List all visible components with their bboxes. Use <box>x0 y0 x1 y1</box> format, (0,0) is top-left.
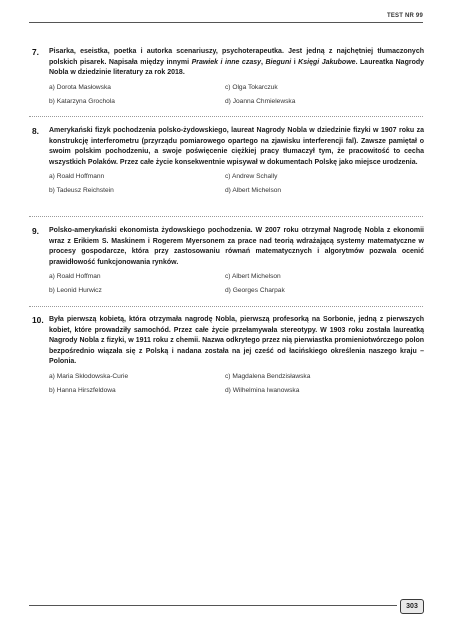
question-text: Była pierwszą kobietą, która otrzymała nagrodę Nobla, pierwszą profesorką na Sorbonie, jedną z pierwszych kobiet, które prowadziły samochód. Przez całe życie przełamywała stereotypy. W 1903 roku została laureatką Nagrody Nobla z fizyki, w 1911 roku z chemii. Nazwa odkrytego przez nią pierwiastka promieniotwórczego polon bezpośrednio wiązała się z Polską i nadana została na jej cześć od łacińskiego określenia naszego kraju – Polonia. <box>49 316 424 366</box>
answer-c[interactable]: c) Albert Michelson <box>225 273 281 281</box>
answer-b[interactable]: b) Hanna Hirszfeldowa <box>49 386 116 394</box>
question-number: 7. <box>32 47 39 57</box>
question-number: 10. <box>32 315 44 325</box>
question-number: 8. <box>32 126 39 136</box>
answer-c[interactable]: c) Magdalena Bendzisławska <box>225 372 311 380</box>
question-7 <box>32 47 424 106</box>
answer-options <box>49 83 424 106</box>
test-header: TEST NR 99 <box>386 13 423 19</box>
answer-options <box>49 172 424 195</box>
page-number: 303 <box>400 599 424 614</box>
answer-b[interactable]: b) Tadeusz Reichstein <box>49 187 114 195</box>
answer-a[interactable]: a) Roald Hoffmann <box>49 173 105 181</box>
answer-a[interactable]: a) Roald Hoffman <box>49 273 101 281</box>
question-number: 9. <box>32 226 39 236</box>
question-10 <box>32 315 424 395</box>
answer-c[interactable]: c) Olga Tokarczuk <box>225 83 278 91</box>
answer-d[interactable]: d) Georges Charpak <box>225 287 285 295</box>
footer-rule <box>29 605 397 606</box>
answer-a[interactable]: a) Maria Skłodowska-Curie <box>49 372 129 380</box>
question-text: Polsko-amerykański ekonomista żydowskiego pochodzenia. W 2007 roku otrzymał Nagrodę Nobla z ekonomii wraz z Erikiem S. Maskinem i Rogerem Myersonem za prace nad teorią wdrażającą systemy matematyczne w procesy gospodarcze, która przy zastosowaniu równań matematycznych i algorytmów pozwala ocenić prawidłowość funkcjonowania rynków. <box>49 227 424 266</box>
answer-b[interactable]: b) Leonid Hurwicz <box>49 287 102 295</box>
answer-options <box>49 372 424 395</box>
question-text: Amerykański fizyk pochodzenia polsko-żydowskiego, laureat Nagrody Nobla w dziedzinie fizyki w 1907 roku za konstrukcję interferometru (przyrządu pomiarowego opartego na zjawisku interferencji fal). Zawsze pamiętał o swoim polskim pochodzeniu, a swoje poświęcenie ciężkiej pracy tłumaczył tym, że pracowitość to cecha wszystkich Polaków. Przez całe życie konsekwentnie wpisywał w dokumentach Polskę jako miejsce urodzenia. <box>49 127 424 166</box>
answer-options <box>49 272 424 295</box>
answer-d[interactable]: d) Albert Michelson <box>225 187 282 195</box>
answer-a[interactable]: a) Dorota Masłowska <box>49 83 111 91</box>
answer-c[interactable]: c) Andrew Schally <box>225 173 278 181</box>
question-divider <box>29 306 423 307</box>
question-divider <box>29 116 423 117</box>
question-text: Pisarka, eseistka, poetka i autorka scenariuszy, psychoterapeutka. Jest jedną z najchętniej tłumaczonych polskich pisarek. Napisała między innymi Prawiek i inne czasy, Bieguni i Księgi Jakubowe. Laureatka Nagrody Nobla w dziedzinie literatury za rok 2018. <box>49 48 425 77</box>
header-rule <box>29 22 423 23</box>
answer-d[interactable]: d) Wilhelmina Iwanowska <box>225 386 300 394</box>
answer-b[interactable]: b) Katarzyna Grochola <box>49 97 115 105</box>
question-8 <box>32 126 424 195</box>
answer-d[interactable]: d) Joanna Chmielewska <box>225 97 296 105</box>
question-divider <box>29 216 423 217</box>
question-9 <box>32 226 424 295</box>
